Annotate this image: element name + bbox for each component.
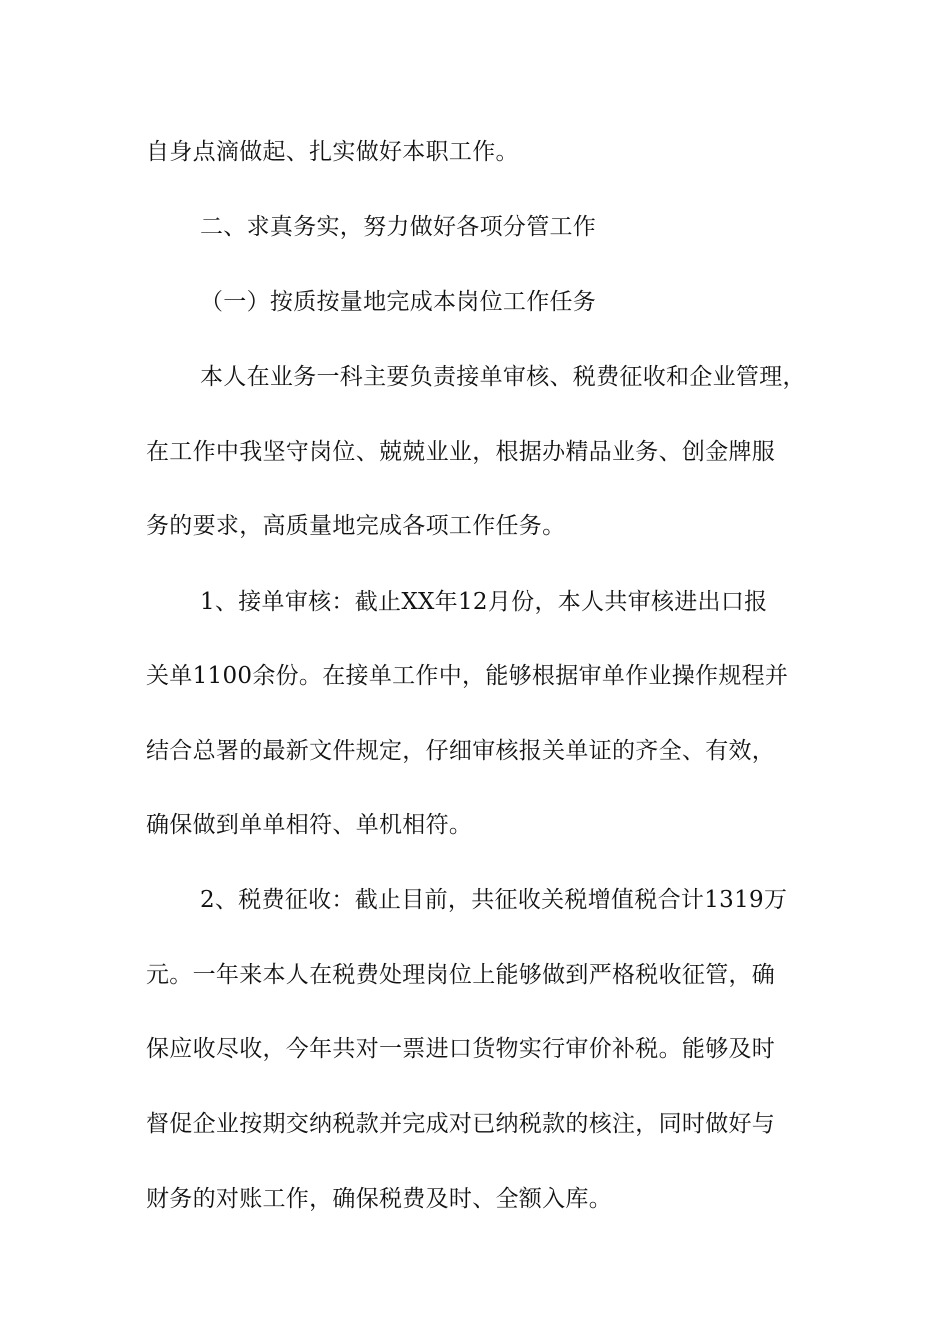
paragraph-line: 在工作中我坚守岗位、兢兢业业，根据办精品业务、创金牌服 [146, 439, 776, 465]
paragraph-line: 本人在业务一科主要负责接单审核、税费征收和企业管理， [200, 364, 806, 390]
section-heading: 二、求真务实，努力做好各项分管工作 [200, 214, 597, 240]
paragraph-line: 自身点滴做起、扎实做好本职工作。 [146, 139, 519, 165]
paragraph-line: 财务的对账工作，确保税费及时、全额入库。 [146, 1186, 612, 1212]
paragraph-line: 关单1100余份。在接单工作中，能够根据审单作业操作规程并 [146, 663, 789, 689]
paragraph-line: 元。一年来本人在税费处理岗位上能够做到严格税收征管，确 [146, 962, 776, 988]
paragraph-line: 1、接单审核：截止XX年12月份，本人共审核进出口报 [200, 589, 768, 615]
paragraph-line: 结合总署的最新文件规定，仔细审核报关单证的齐全、有效， [146, 738, 776, 764]
paragraph-line: 确保做到单单相符、单机相符。 [146, 812, 473, 838]
paragraph-line: 务的要求，高质量地完成各项工作任务。 [146, 513, 566, 539]
subsection-heading: （一）按质按量地完成本岗位工作任务 [200, 289, 597, 315]
paragraph-line: 督促企业按期交纳税款并完成对已纳税款的核注，同时做好与 [146, 1111, 776, 1137]
paragraph-line: 保应收尽收，今年共对一票进口货物实行审价补税。能够及时 [146, 1036, 776, 1062]
paragraph-line: 2、税费征收：截止目前，共征收关税增值税合计1319万 [200, 887, 788, 913]
